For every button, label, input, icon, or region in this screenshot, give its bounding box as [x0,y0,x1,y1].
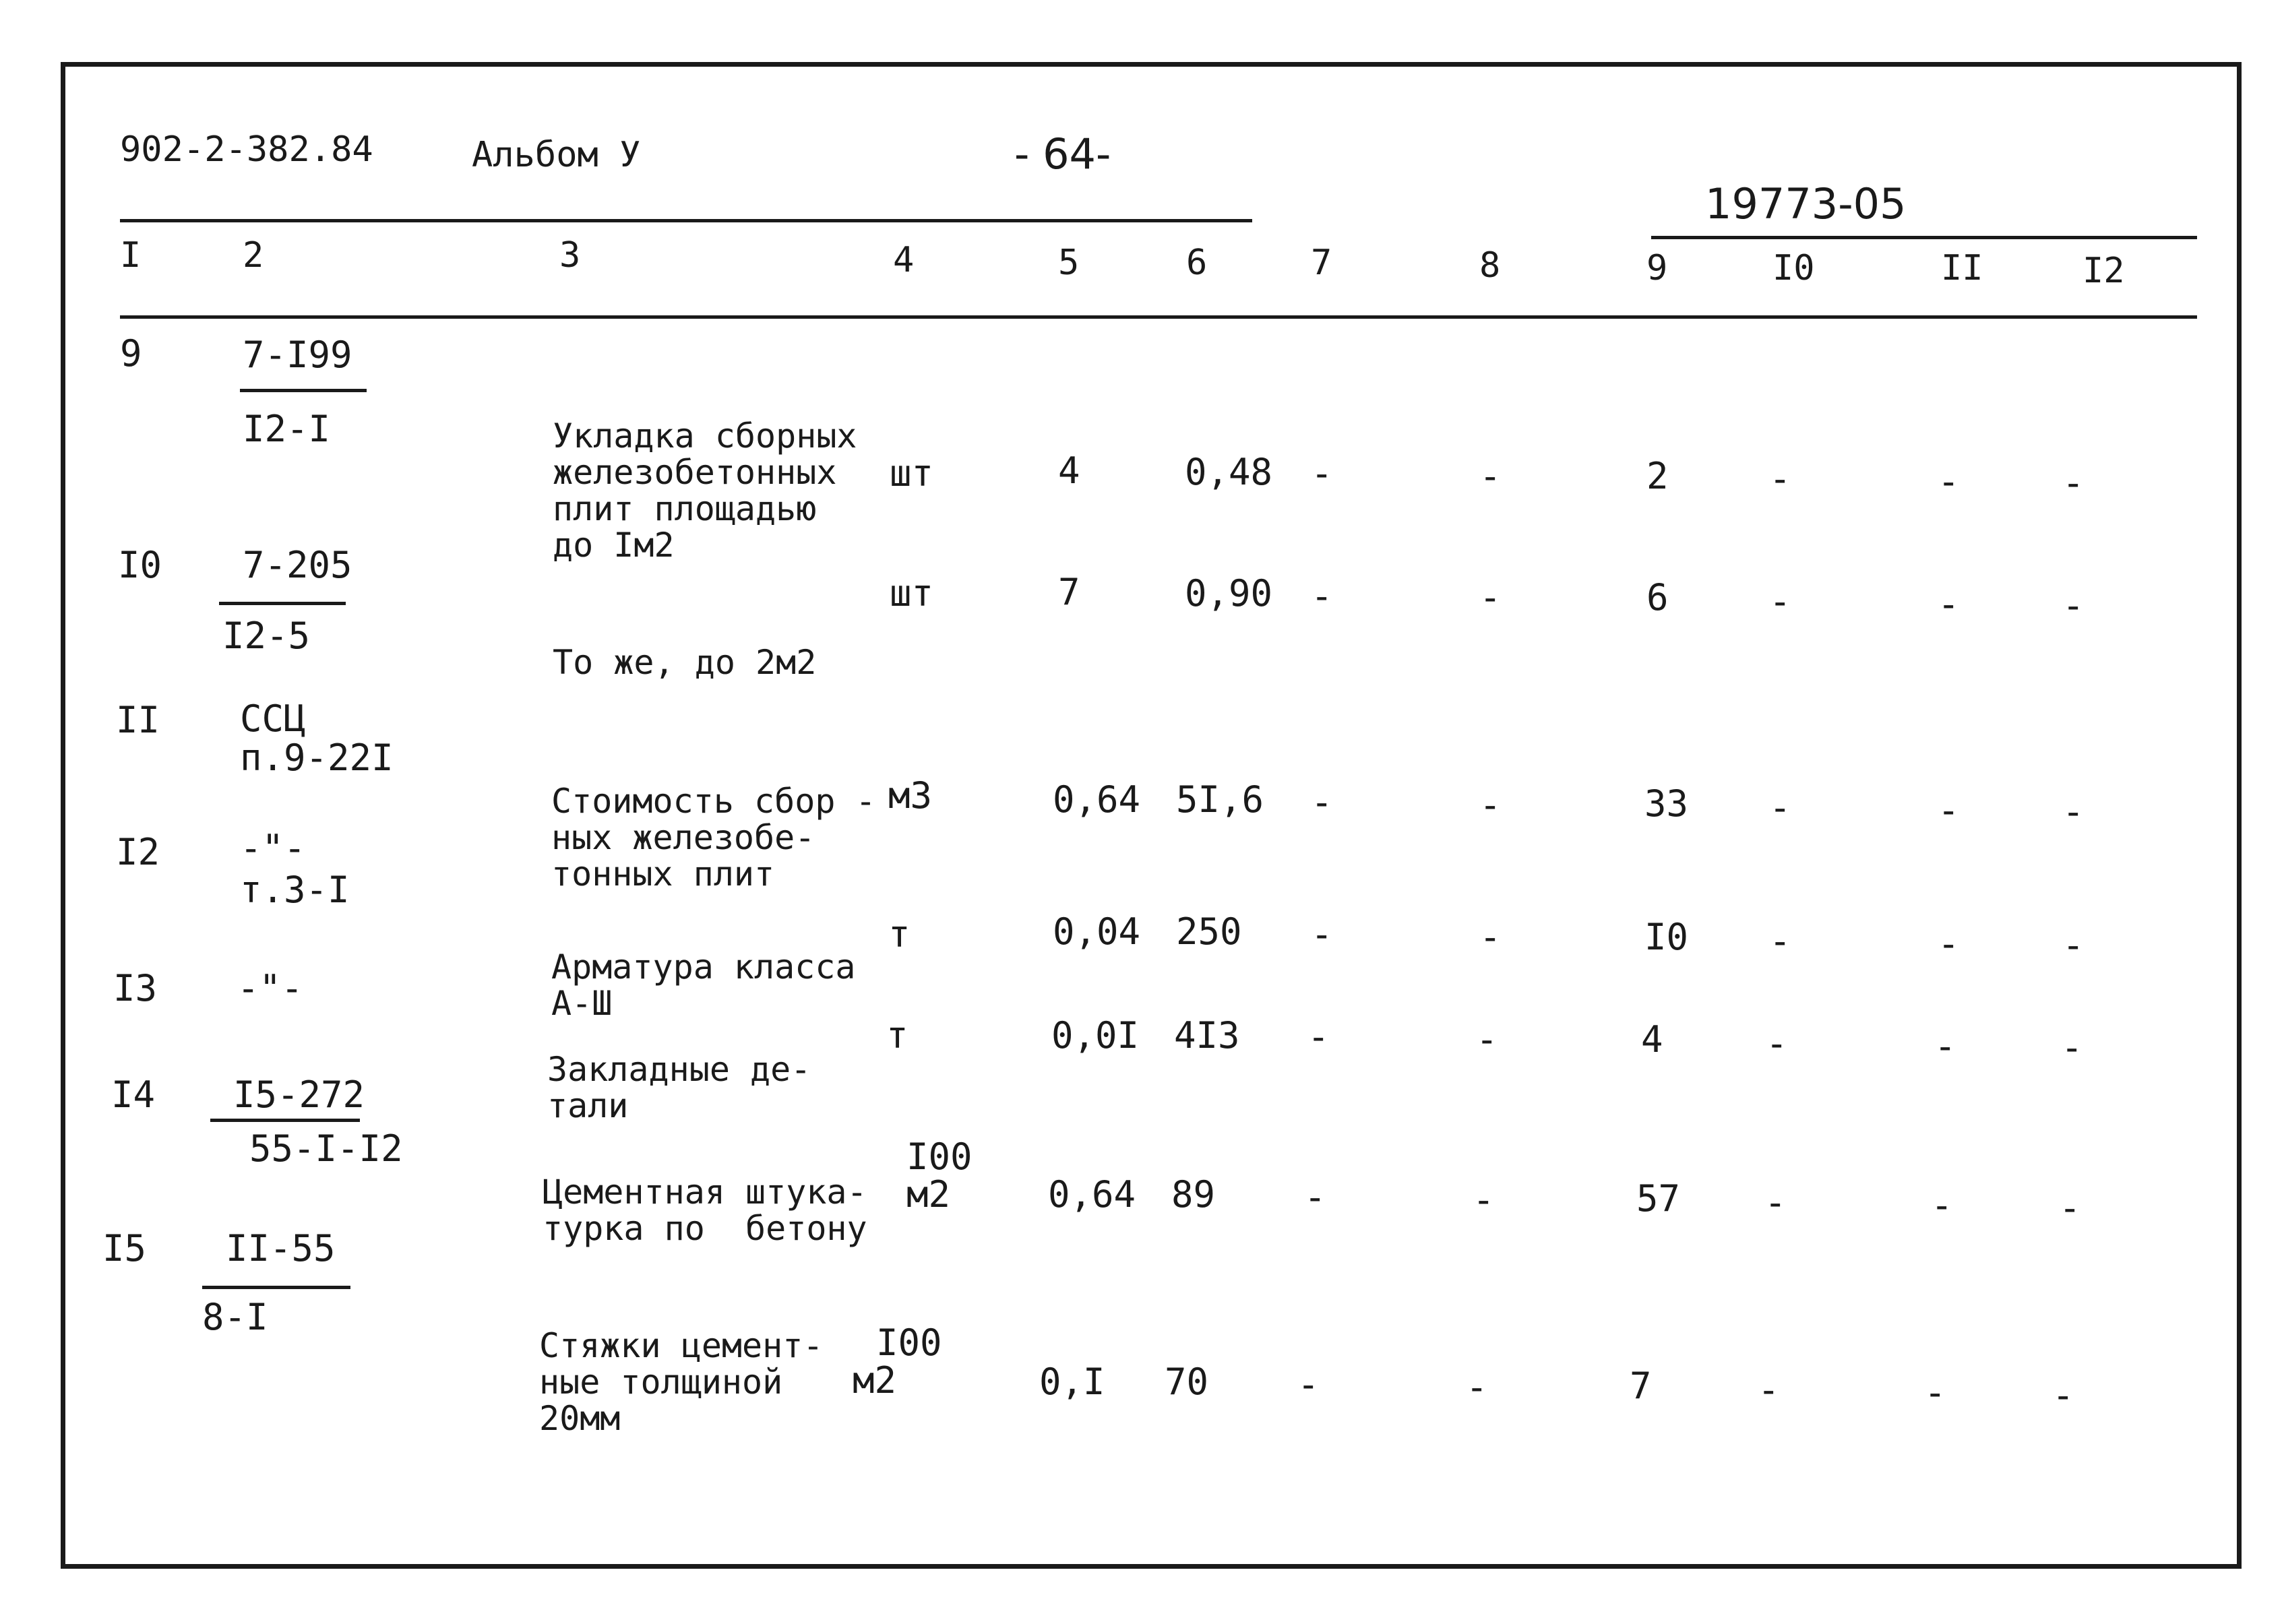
col-9-value: 2 [1646,455,1669,497]
col-12-value: - [2059,1187,2081,1229]
unit-measure: м2 [906,1173,951,1216]
col-8-value: - [1473,1179,1495,1221]
rate-code-bottom: I2-5 [222,615,311,657]
header-rule-bottom [120,315,2197,319]
col-6-value: 250 [1176,910,1242,953]
col-6-value: 0,90 [1185,572,1273,615]
col-12-value: - [2062,584,2085,627]
col-8-value: - [1466,1366,1488,1408]
quantity: 0,I [1039,1361,1105,1403]
col-6-value: 89 [1171,1173,1216,1216]
rate-code-top: I5-272 [233,1073,365,1116]
col-12-value: - [2061,1026,2083,1069]
unit: шт [890,452,934,495]
col-9-value: I0 [1644,916,1689,958]
quantity: 7 [1058,571,1080,613]
unit: шт [890,572,934,615]
rate-code-top: II-55 [226,1227,336,1270]
row-number: II [116,699,160,741]
col-10-value: - [1769,580,1791,623]
col-header-2: 2 [243,235,264,276]
col-header-4: 4 [893,240,915,280]
col-11-value: - [1938,923,1960,965]
fraction-bar [240,389,367,392]
col-header-7: 7 [1311,243,1332,283]
col-6-value: 70 [1165,1361,1209,1403]
unit: т [886,1014,908,1057]
row-number: I0 [118,544,162,586]
row-number: I3 [113,967,158,1009]
col-7-value: - [1311,781,1333,823]
col-12-value: - [2052,1374,2074,1416]
col-10-value: - [1769,458,1791,500]
col-header-11: II [1941,248,1983,288]
rate-code-top: ССЦ [240,697,306,740]
col-header-1: I [120,235,142,276]
page-number: - 64- [1014,129,1111,179]
rate-code-bottom: 55-I-I2 [249,1127,403,1170]
album-label: Альбом У [472,135,641,175]
col-8-value: - [1476,1018,1498,1061]
rate-code-top: 7-205 [243,544,352,586]
col-8-value: - [1479,576,1502,619]
col-9-value: 7 [1630,1365,1652,1407]
rate-code-bottom: т.3-I [240,869,350,911]
work-description: Закладные де- тали [547,1050,811,1125]
quantity: 4 [1058,449,1080,492]
work-description: Укладка сборных железобетонных плит площадью до Iм2 [553,416,857,565]
work-description: Стяжки цемент- ные толщиной 20мм [539,1326,824,1438]
col-6-value: 0,48 [1185,451,1273,493]
document-code: 902-2-382.84 [120,129,373,170]
unit-measure: м2 [853,1359,897,1402]
page-frame [61,62,2242,1569]
fraction-bar [202,1286,350,1289]
rate-code-bottom: п.9-22I [240,737,394,779]
col-11-value: - [1938,583,1960,625]
work-description: Арматура класса А-Ш [551,947,856,1023]
quantity: 0,64 [1053,778,1141,821]
col-10-value: - [1766,1022,1788,1065]
col-9-value: 57 [1636,1177,1681,1220]
stamp-number: 19773-05 [1705,179,1907,228]
rate-code-bottom: I2-I [243,408,331,450]
col-11-value: - [1934,1025,1956,1067]
quantity: 0,0I [1051,1014,1140,1057]
header-rule-top [120,219,1252,222]
col-header-12: I2 [2082,251,2125,291]
col-11-value: - [1938,789,1960,832]
unit: I00 [876,1321,942,1364]
rate-code-top: -"- [237,967,303,1009]
work-description: То же, до 2м2 [553,643,817,682]
col-10-value: - [1764,1181,1787,1224]
col-11-value: - [1938,460,1960,503]
header-rule-top-right [1651,236,2197,239]
col-12-value: - [2062,462,2085,504]
fraction-bar [219,602,346,605]
col-7-value: - [1297,1363,1320,1406]
work-description: Стоимость сбор - ных железобе- тонных плит [551,782,876,894]
col-7-value: - [1311,913,1333,956]
col-11-value: - [1924,1371,1946,1414]
col-10-value: - [1758,1369,1780,1411]
quantity: 0,04 [1053,910,1141,953]
work-description: Цементная штука- турка по бетону [543,1173,867,1248]
quantity: 0,64 [1048,1173,1136,1216]
rate-code-bottom: 8-I [202,1296,268,1338]
col-7-value: - [1311,452,1333,495]
col-10-value: - [1769,786,1791,829]
col-6-value: 4I3 [1174,1014,1240,1057]
row-number: I2 [116,831,160,873]
row-number: I4 [111,1073,156,1116]
col-8-value: - [1479,455,1502,497]
col-header-8: 8 [1479,245,1501,286]
col-9-value: 6 [1646,576,1669,619]
col-10-value: - [1769,920,1791,962]
col-header-10: I0 [1772,248,1815,288]
col-9-value: 33 [1644,782,1689,825]
unit: I00 [906,1135,973,1178]
col-7-value: - [1304,1176,1326,1218]
col-9-value: 4 [1641,1018,1663,1061]
col-header-3: 3 [559,235,581,276]
unit: т [888,913,910,956]
col-7-value: - [1311,575,1333,617]
col-header-6: 6 [1186,243,1208,283]
col-6-value: 5I,6 [1176,778,1264,821]
col-8-value: - [1479,784,1502,826]
col-header-5: 5 [1058,243,1080,283]
col-11-value: - [1931,1184,1953,1226]
row-number: I5 [102,1227,147,1270]
unit: м3 [888,774,933,817]
col-header-9: 9 [1646,248,1668,288]
rate-code-top: 7-I99 [243,334,352,376]
rate-code-top: -"- [240,827,306,869]
col-7-value: - [1307,1016,1330,1058]
fraction-bar [210,1119,360,1122]
col-8-value: - [1479,916,1502,958]
row-number: 9 [120,332,142,375]
col-12-value: - [2062,924,2085,966]
col-12-value: - [2062,790,2085,833]
